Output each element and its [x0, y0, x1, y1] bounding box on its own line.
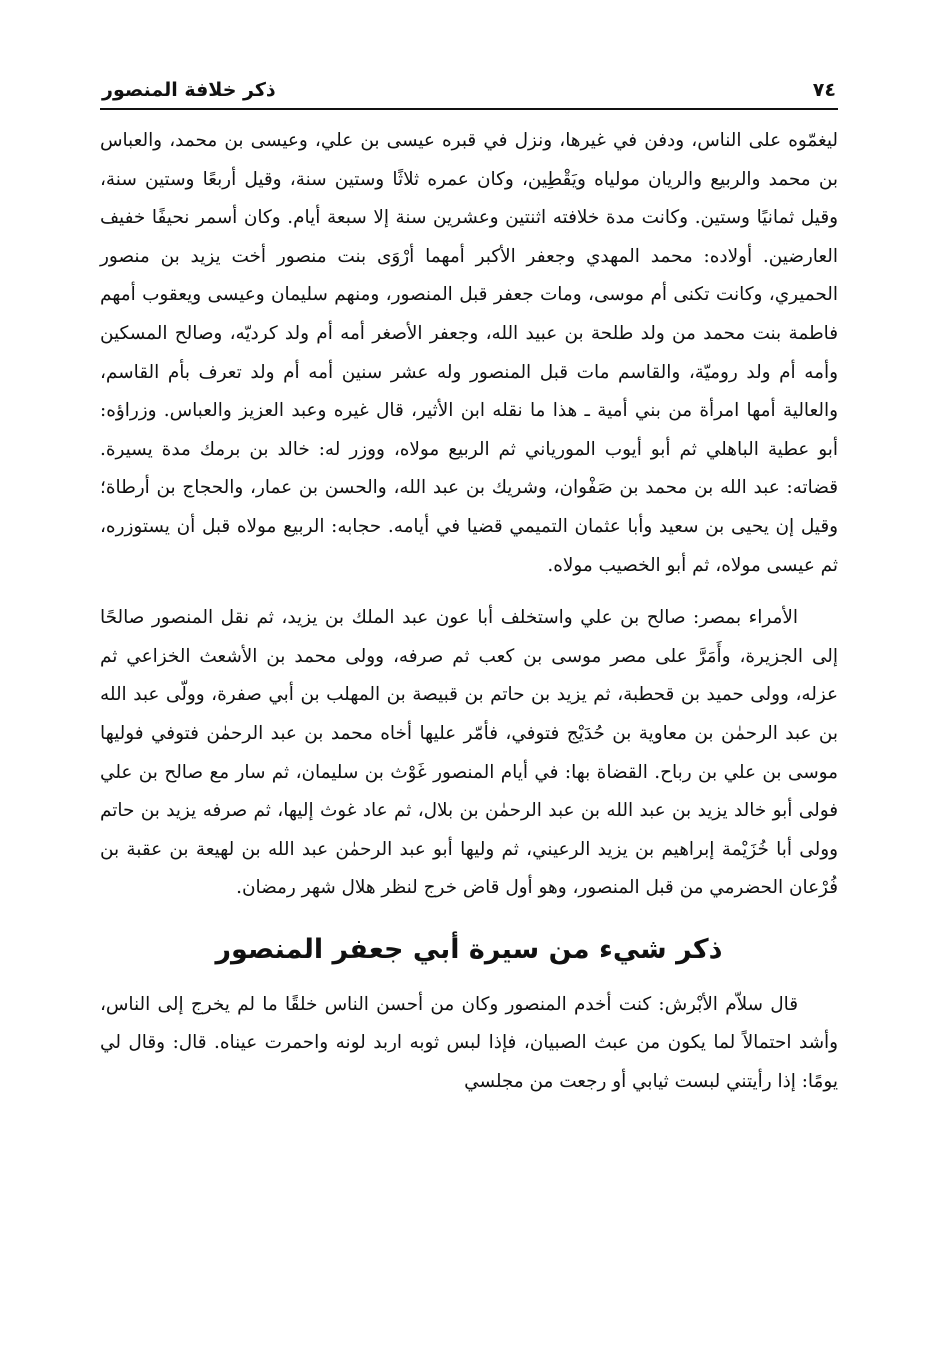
section-heading: ذكر شيء من سيرة أبي جعفر المنصور — [215, 933, 723, 965]
running-title: ذكر خلافة المنصور — [102, 79, 276, 101]
page-content — [100, 78, 838, 1102]
running-header — [100, 78, 838, 108]
paragraph-3: قال سلاّم الأبْرش: كنت أخدم المنصور وكان من أحسن الناس خلقًا ما لم يخرج إلى الناس، وأشد احتمالاً لما يكون من عبث الصبيان، فإذا لبس ثوبه اربد لونه واحمرت عيناه. قال: وقال لي يومًا: إذا رأيتني لبست ثيابي أو رجعت من مجلسي — [100, 993, 838, 1093]
paragraph-1: ليغمّوه على الناس، ودفن في غيرها، ونزل في قبره عيسى بن علي، وعيسى بن محمد، والعباس بن محمد والربيع والريان مولياه ويَقْطِين، وكان عمره ثلاثًا وستين سنة، وقيل أربعًا وستين سنة، وقيل ثمانيًا وستين. وكانت مدة خلافته اثنتين وعشرين سنة إلا سبعة أيام. وكان أسمر نحيفًا خفيف العارضين. أولاده: محمد المهدي وجعفر الأكبر أمهما أرْوَى بنت منصور أخت يزيد بن منصور الحميري، وكانت تكنى أم موسى، ومات جعفر قبل المنصور، ومنهم سليمان وعيسى ويعقوب أمهم فاطمة بنت محمد من ولد طلحة بن عبيد الله، وجعفر الأصغر أمه أم ولد كرديّه، وصالح المسكين وأمه أم ولد روميّة، والقاسم مات قبل المنصور وله عشر سنين أمه أم ولد تعرف بأم القاسم، والعالية أمها امرأة من بني أمية ـ هذا ما نقله ابن الأثير، قال غيره وعبد العزيز والعباس. وزراؤه: أبو عطية الباهلي ثم أبو أيوب المورياني ثم الربيع مولاه، ووزر له: خالد بن برمك مدة يسيرة. قضاته: عبد الله بن محمد بن صَفْوان، وشريك بن عبد الله، والحسن بن عمار، والحجاج بن أرطاة؛ وقيل إن يحيى بن سعيد وأبا عثمان التميمي قضيا في أيامه. حجابه: الربيع مولاه قبل أن يستوزره، ثم عيسى مولاه، ثم أبو الخصيب مولاه. — [100, 130, 839, 576]
page-number: ٧٤ — [812, 79, 836, 101]
paragraph-2: الأمراء بمصر: صالح بن علي واستخلف أبا عون عبد الملك بن يزيد، ثم نقل المنصور صالحًا إلى الجزيرة، وأَمَرَّ على مصر موسى بن كعب ثم صرفه، وولى محمد بن الأشعث الخزاعي ثم عزله، وولى حميد بن قحطبة، ثم يزيد بن حاتم بن قبيصة بن المهلب بن أبي صفرة، وولّى عبد الله بن عبد الرحمٰن بن معاوية بن حُدَيْج فتوفي، فأمّر عليها أخاه محمد بن عبد الرحمٰن فتوفي فوليها موسى بن علي بن رباح. القضاة بها: في أيام المنصور غَوْث بن سليمان، ثم سار مع صالح بن علي فولى أبو خالد يزيد بن عبد الله بن عبد الرحمٰن بن بلال، ثم عاد غوث إليها، ثم صرفه يزيد بن حاتم وولى أبا خُزَيْمة إبراهيم بن يزيد الرعيني، ثم وليها أبو عبد الرحمٰن عبد الله بن لهيعة بن عقبة بن فُرْعان الحضرمي من قبل المنصور، وهو أول قاض خرج لنظر هلال شهر رمضان. — [100, 607, 838, 899]
header-rule — [100, 108, 838, 110]
